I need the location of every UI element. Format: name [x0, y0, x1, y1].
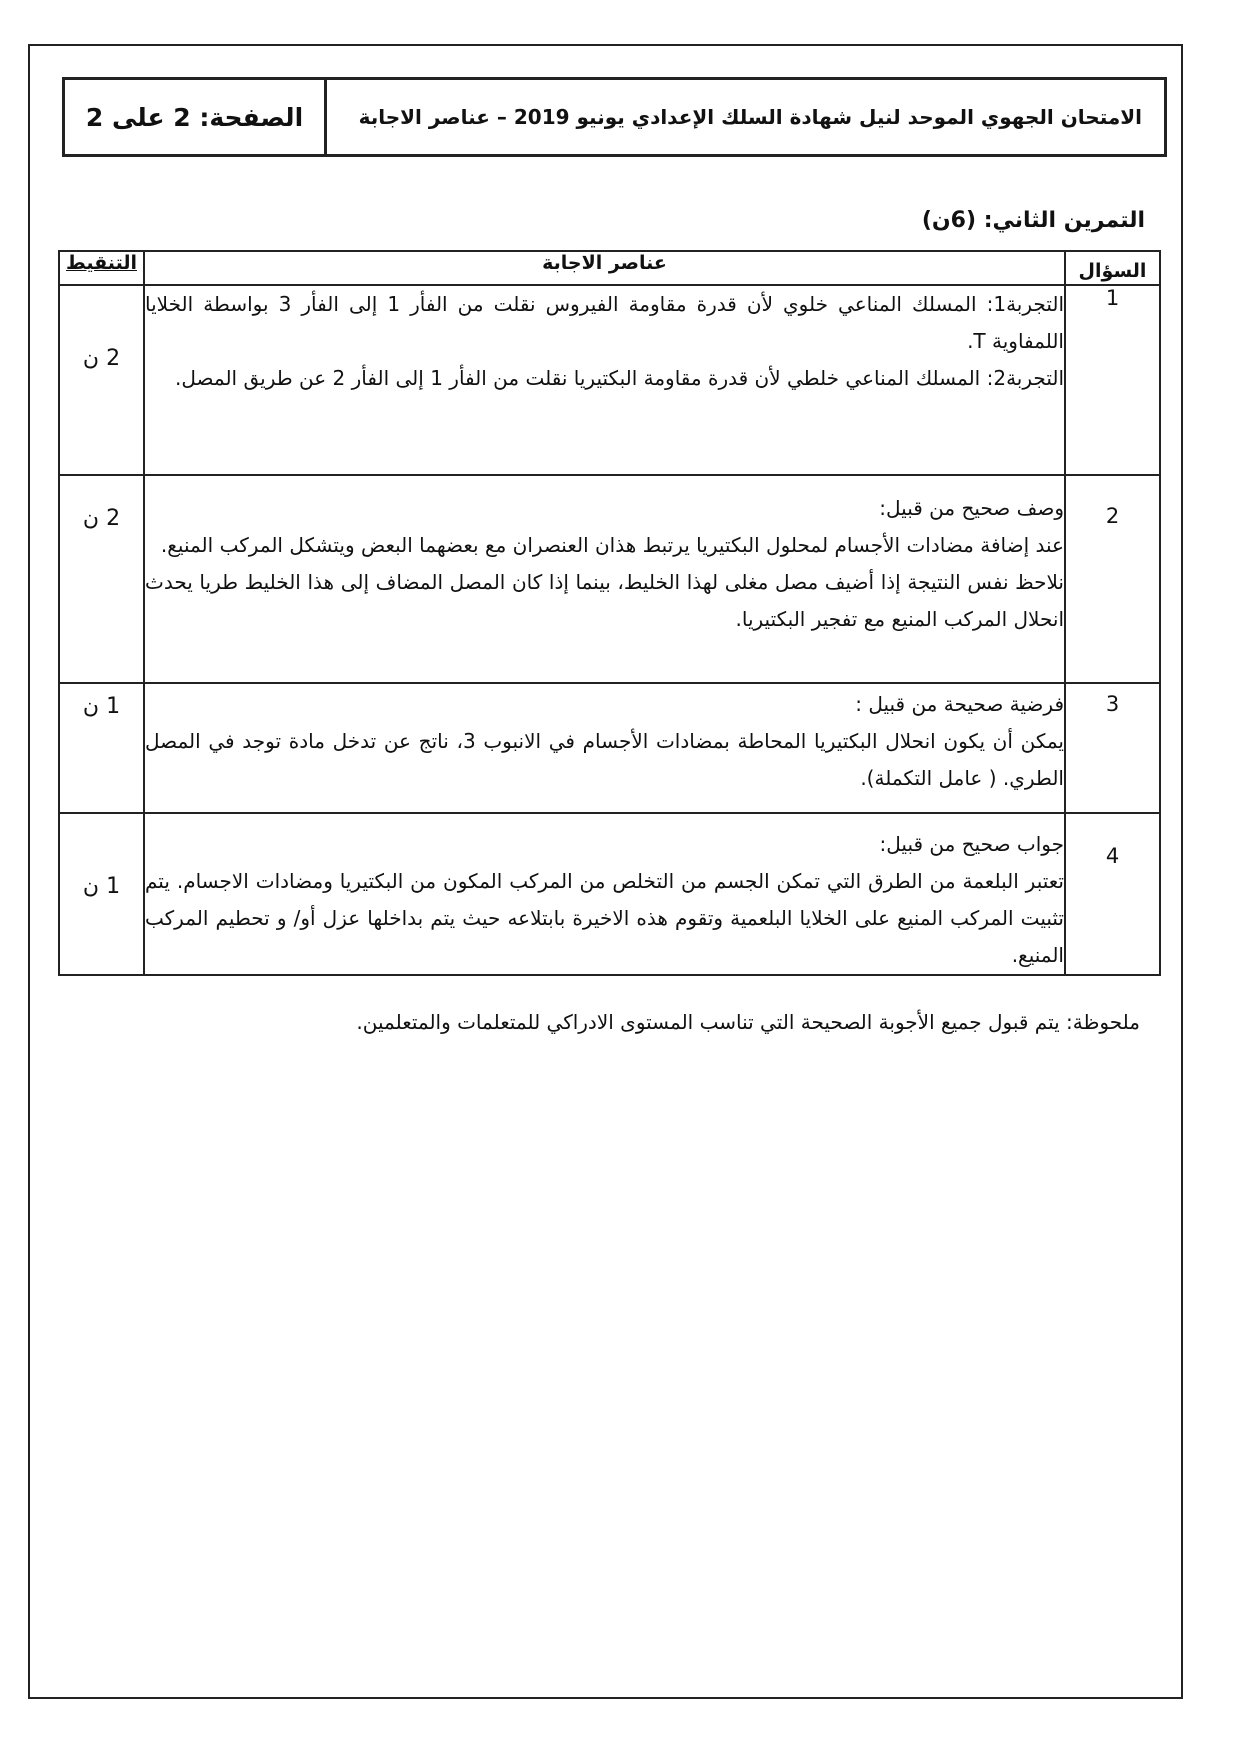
table-header-row [59, 251, 1160, 285]
row-answer [144, 683, 1065, 813]
row-answer [144, 475, 1065, 683]
score-header: التنقيط [59, 251, 144, 285]
page-header [62, 77, 1167, 157]
row-score [59, 683, 144, 813]
row-score [59, 813, 144, 975]
score-value: 2 ن [82, 346, 121, 371]
score-value: 1 ن [82, 874, 121, 899]
table-row [59, 683, 1160, 813]
answer-paragraph: التجربة1: المسلك المناعي خلوي لأن قدرة مقاومة الفيروس نقلت من الفأر 1 إلى الفأر 3 بواسطة الخلايا اللمفاوية T. [145, 292, 1064, 353]
answer-paragraph: نلاحظ نفس النتيجة إذا أضيف مصل مغلى لهذا الخليط، بينما إذا كان المصل المضاف إلى هذا الخليط طريا يحدث انحلال المركب المنيع مع تفجير البكتيريا. [145, 570, 1064, 631]
answer-paragraph: التجربة2: المسلك المناعي خلطي لأن قدرة مقاومة البكتيريا نقلت من الفأر 1 إلى الفأر 2 عن طريق المصل. [175, 366, 1064, 390]
note-text: ملحوظة: يتم قبول جميع الأجوبة الصحيحة التي تناسب المستوى الادراكي للمتعلمات والمتعلمين. [356, 1010, 1140, 1034]
table-row [59, 813, 1160, 975]
table-row [59, 285, 1160, 475]
answer-paragraph: جواب صحيح من قبيل: [879, 832, 1064, 856]
row-question-number: 1 [1065, 285, 1160, 475]
row-score [59, 285, 144, 475]
exercise-title: التمرين الثاني: (6ن) [921, 208, 1145, 233]
row-answer [144, 813, 1065, 975]
answer-paragraph: فرضية صحيحة من قبيل : [855, 692, 1064, 716]
answer-table [58, 250, 1161, 976]
page-number-label: الصفحة: 2 على 2 [65, 80, 327, 154]
answer-paragraph: وصف صحيح من قبيل: [879, 496, 1064, 520]
row-question-number: 2 [1065, 475, 1160, 683]
score-value: 2 ن [82, 506, 121, 531]
answer-paragraph: تعتبر البلعمة من الطرق التي تمكن الجسم من التخلص من المركب المكون من البكتيريا ومضادات الاجسام. يتم تثبيت المركب المنيع على الخلايا البلعمية وتقوم هذه الاخيرة بابتلاعه حيث يتم بداخلها عزل أو/ و تحطيم المركب المنيع. [145, 869, 1064, 967]
answer-paragraph: عند إضافة مضادات الأجسام لمحلول البكتيريا يرتبط هذان العنصران مع بعضهما البعض ويتشكل المركب المنيع. [160, 533, 1064, 557]
row-score [59, 475, 144, 683]
row-answer [144, 285, 1065, 475]
table-row [59, 475, 1160, 683]
question-header: السؤال [1065, 251, 1160, 285]
answer-paragraph: يمكن أن يكون انحلال البكتيريا المحاطة بمضادات الأجسام في الانبوب 3، ناتج عن تدخل مادة توجد في المصل الطري. ( عامل التكملة). [145, 729, 1064, 790]
row-question-number: 4 [1065, 813, 1160, 975]
score-value: 1 ن [82, 694, 121, 719]
row-question-number: 3 [1065, 683, 1160, 813]
elements-header: عناصر الاجابة [144, 251, 1065, 285]
exam-title: الامتحان الجهوي الموحد لنيل شهادة السلك الإعدادي يونيو 2019 – عناصر الاجابة [358, 105, 1142, 129]
